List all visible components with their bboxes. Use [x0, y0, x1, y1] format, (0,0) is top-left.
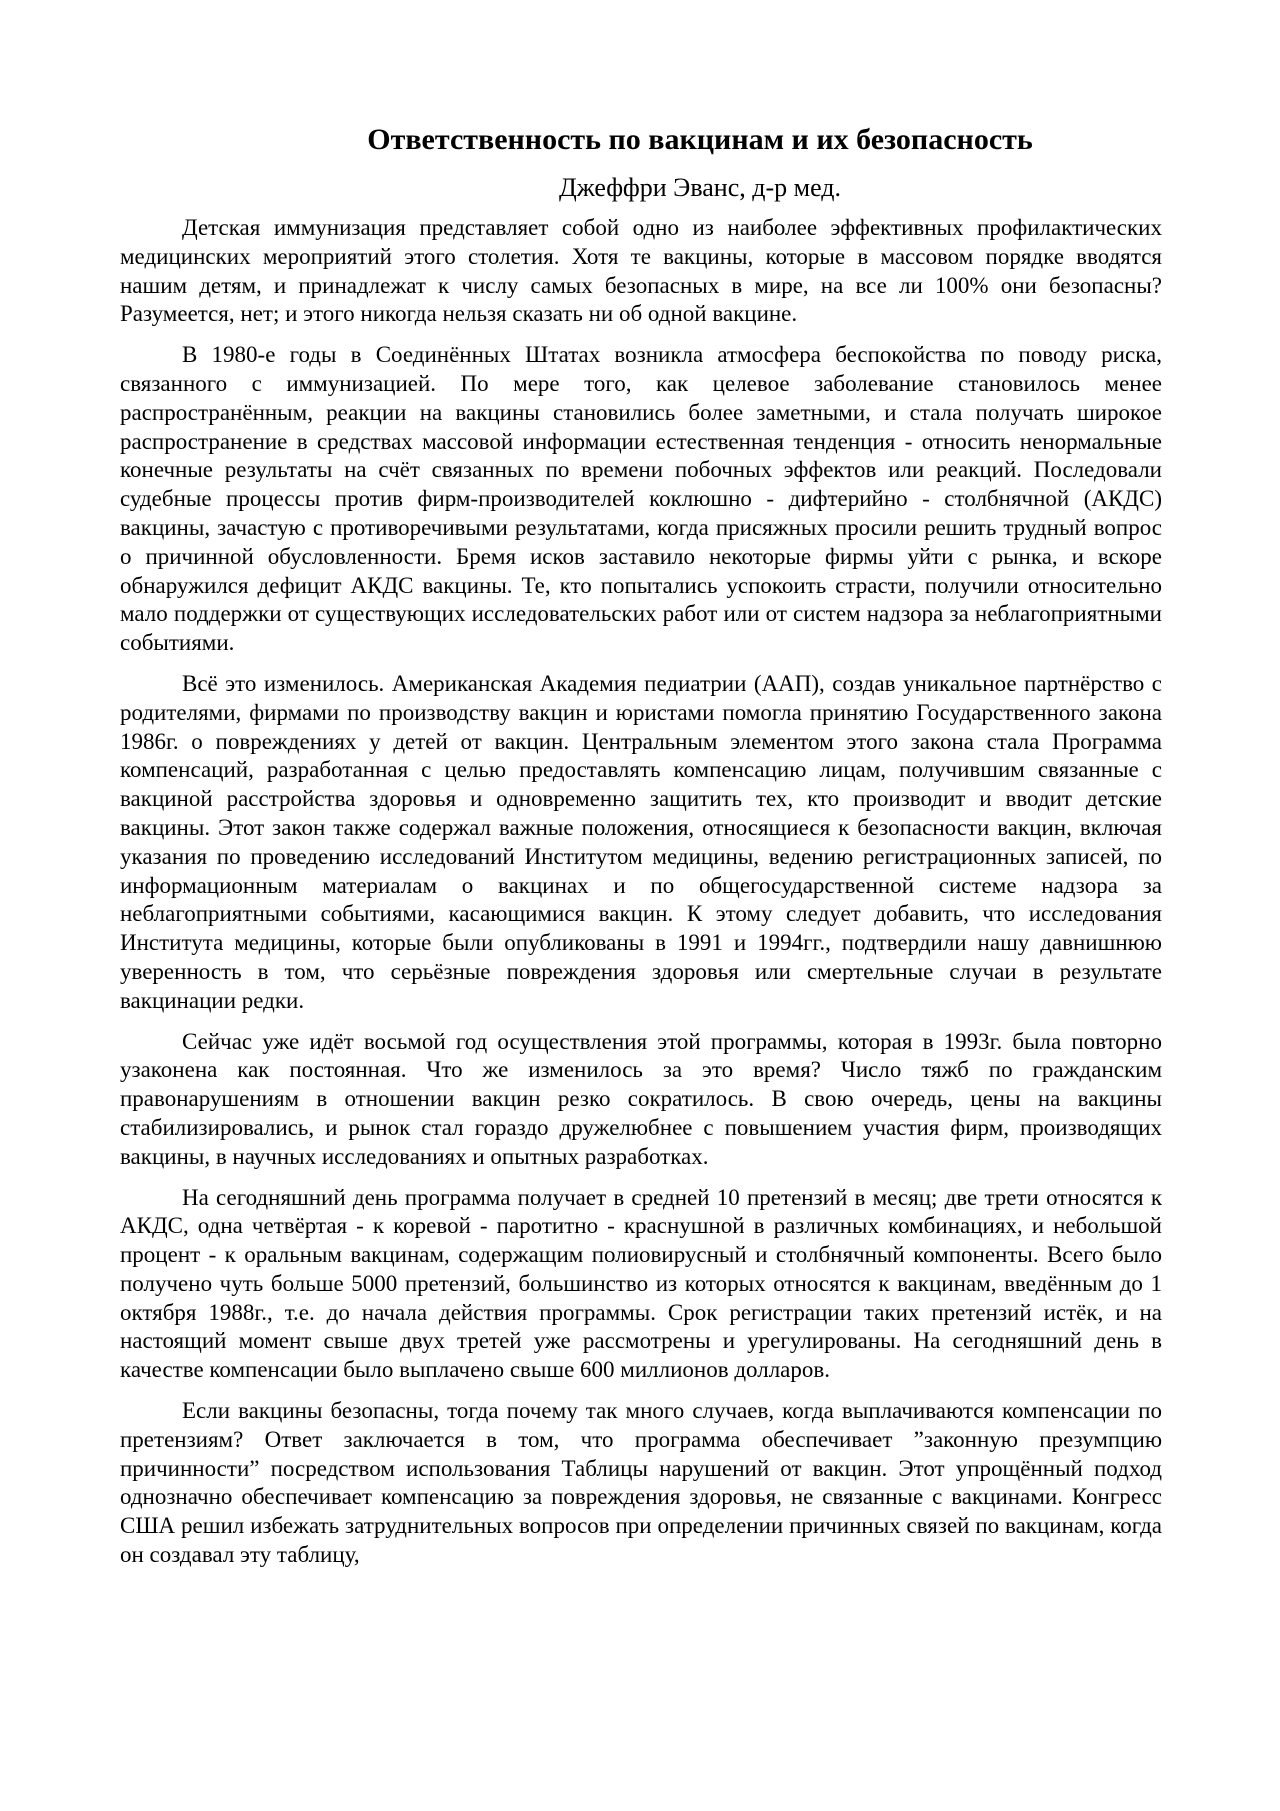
paragraph: В 1980-е годы в Соединённых Штатах возникла атмосфера беспокойства по поводу риска, связанного с иммунизацией. По мере того, как целевое заболевание становилось менее распространённым, реакции на вакцины становились более заметными, и стала получать широкое распространение в средствах массовой информации естественная тенденция - относить ненормальные конечные результаты на счёт связанных по времени побочных эффектов или реакций. Последовали судебные процессы против фирм-производителей коклюшно - дифтерийно - столбнячной (АКДС) вакцины, зачастую с противоречивыми результатами, когда присяжных просили решить трудный вопрос о причинной обусловленности. Бремя исков заставило некоторые фирмы уйти с рынка, и вскоре обнаружился дефицит АКДС вакцины. Те, кто попытались успокоить страсти, получили относительно мало поддержки от существующих исследовательских работ или от систем надзора за неблагоприятными событиями.	[120, 342, 1162, 656]
paragraph: Сейчас уже идёт восьмой год осуществления этой программы, которая в 1993г. была повторно узаконена как постоянная. Что же изменилось за это время? Число тяжб по гражданским правонарушениям в отношении вакцин резко сократилось. В свою очередь, цены на вакцины стабилизировались, и рынок стал гораздо дружелюбнее с повышением участия фирм, производящих вакцины, в научных исследованиях и опытных разработках.	[120, 1028, 1162, 1169]
document-body	[120, 214, 1162, 1582]
paragraph: Детская иммунизация представляет собой одно из наиболее эффективных профилактических медицинских мероприятий этого столетия. Хотя те вакцины, которые в массовом порядке вводятся нашим детям, и принадлежат к числу самых безопасных в мире, на все ли 100% они безопасны? Разумеется, нет; и этого никогда нельзя сказать ни об одной вакцине.	[120, 215, 1162, 327]
document-title: Ответственность по вакцинам и их безопасность	[367, 123, 1033, 156]
paragraph: На сегодняшний день программа получает в средней 10 претензий в месяц; две трети относятся к АКДС, одна четвёртая - к коревой - паротитно - краснушной в различных комбинациях, и небольшой процент - к оральным вакцинам, содержащим полиовирусный и столбнячный компоненты. Всего было получено чуть больше 5000 претензий, большинство из которых относятся к вакцинам, введённым до 1 октября 1988г., т.е. до начала действия программы. Срок регистрации таких претензий истёк, и на настоящий момент свыше двух третей уже рассмотрены и урегулированы. На сегодняшний день в качестве компенсации было выплачено свыше 600 миллионов долларов.	[120, 1184, 1162, 1383]
document-author: Джеффри Эванс, д-р мед.	[558, 173, 842, 202]
paragraph: Если вакцины безопасны, тогда почему так много случаев, когда выплачиваются компенсации по претензиям? Ответ заключается в том, что программа обеспечивает ”законную презумпцию причинности” посредством использования Таблицы нарушений от вакцин. Этот упрощённый подход однозначно обеспечивает компенсацию за повреждения здоровья, не связанные с вакцинами. Конгресс США решил избежать затруднительных вопросов при определении причинных связей по вакцинам, когда он создавал эту таблицу,	[120, 1398, 1162, 1568]
paragraph: Всё это изменилось. Американская Академия педиатрии (ААП), создав уникальное партнёрство с родителями, фирмами по производству вакцин и юристами помогла принятию Государственного закона 1986г. о повреждениях у детей от вакцин. Центральным элементом этого закона стала Программа компенсаций, разработанная с целью предоставлять компенсацию лицам, получившим связанные с вакциной расстройства здоровья и одновременно защитить тех, кто производит и вводит детские вакцины. Этот закон также содержал важные положения, относящиеся к безопасности вакцин, включая указания по проведению исследований Институтом медицины, ведению регистрационных записей, по информационным материалам о вакцинах и по общегосударственной системе надзора за неблагоприятными событиями, касающимися вакцин. К этому следует добавить, что исследования Института медицины, которые были опубликованы в 1991 и 1994гг., подтвердили нашу давнишнюю уверенность в том, что серьёзные повреждения здоровья или смертельные случаи в результате вакцинации редки.	[120, 670, 1162, 1013]
